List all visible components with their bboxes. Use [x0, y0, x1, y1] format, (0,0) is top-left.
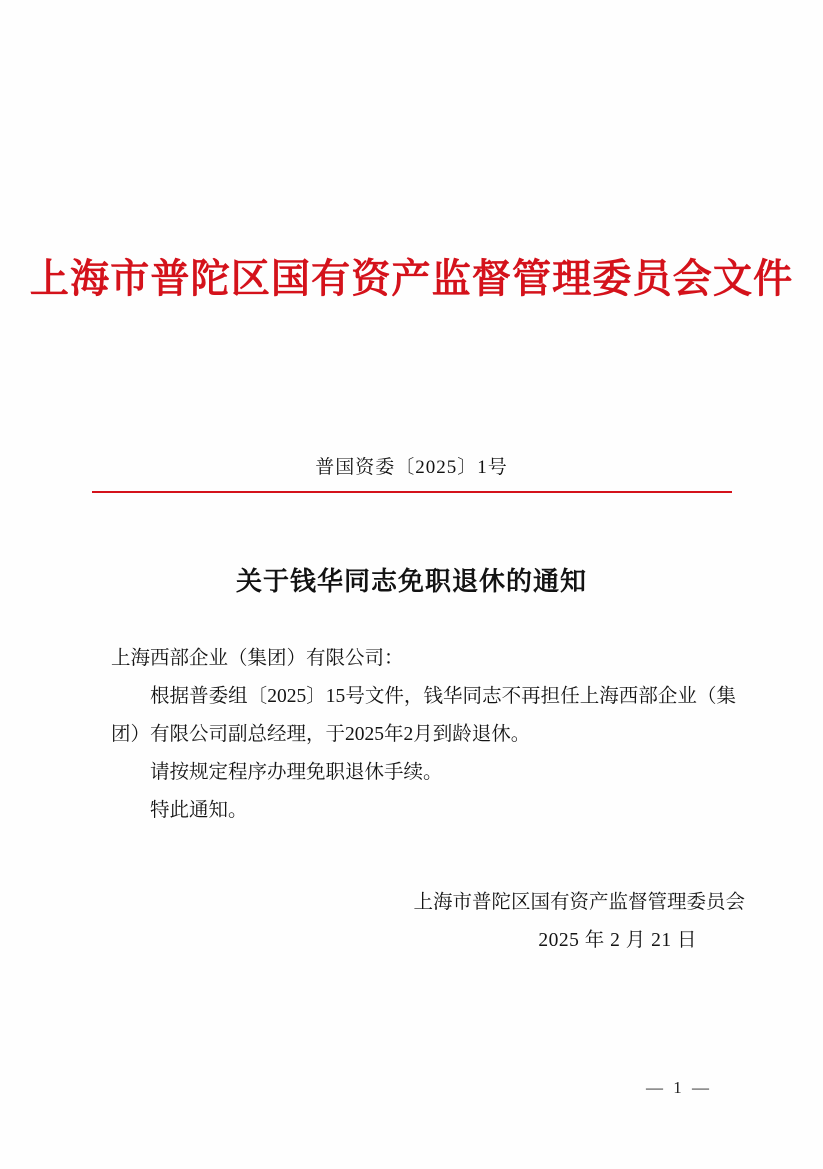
page-title: 关于钱华同志免职退休的通知 [235, 567, 587, 596]
document-body [111, 640, 736, 830]
red-divider-rule [92, 491, 732, 493]
body-paragraph-2: 请按规定程序办理免职退休手续。 [150, 762, 443, 784]
page-footer [0, 1078, 823, 1098]
body-paragraph-1: 根据普委组〔2025〕15号文件，钱华同志不再担任上海西部企业（集团）有限公司副总经理，于2025年2月到龄退休。 [111, 686, 736, 746]
page-number: — 1 — [646, 1078, 712, 1097]
masthead-title: 上海市普陀区国有资产监督管理委员会文件 [29, 256, 794, 301]
document-number: 普国资委〔2025〕1号 [315, 457, 508, 478]
body-paragraph-3: 特此通知。 [150, 800, 248, 822]
signature-organization: 上海市普陀区国有资产监督管理委员会 [413, 892, 745, 913]
addressee-line: 上海西部企业（集团）有限公司： [111, 648, 404, 669]
signature-block [111, 884, 749, 960]
signature-date: 2025 年 2 月 21 日 [538, 930, 697, 952]
masthead [0, 255, 823, 303]
